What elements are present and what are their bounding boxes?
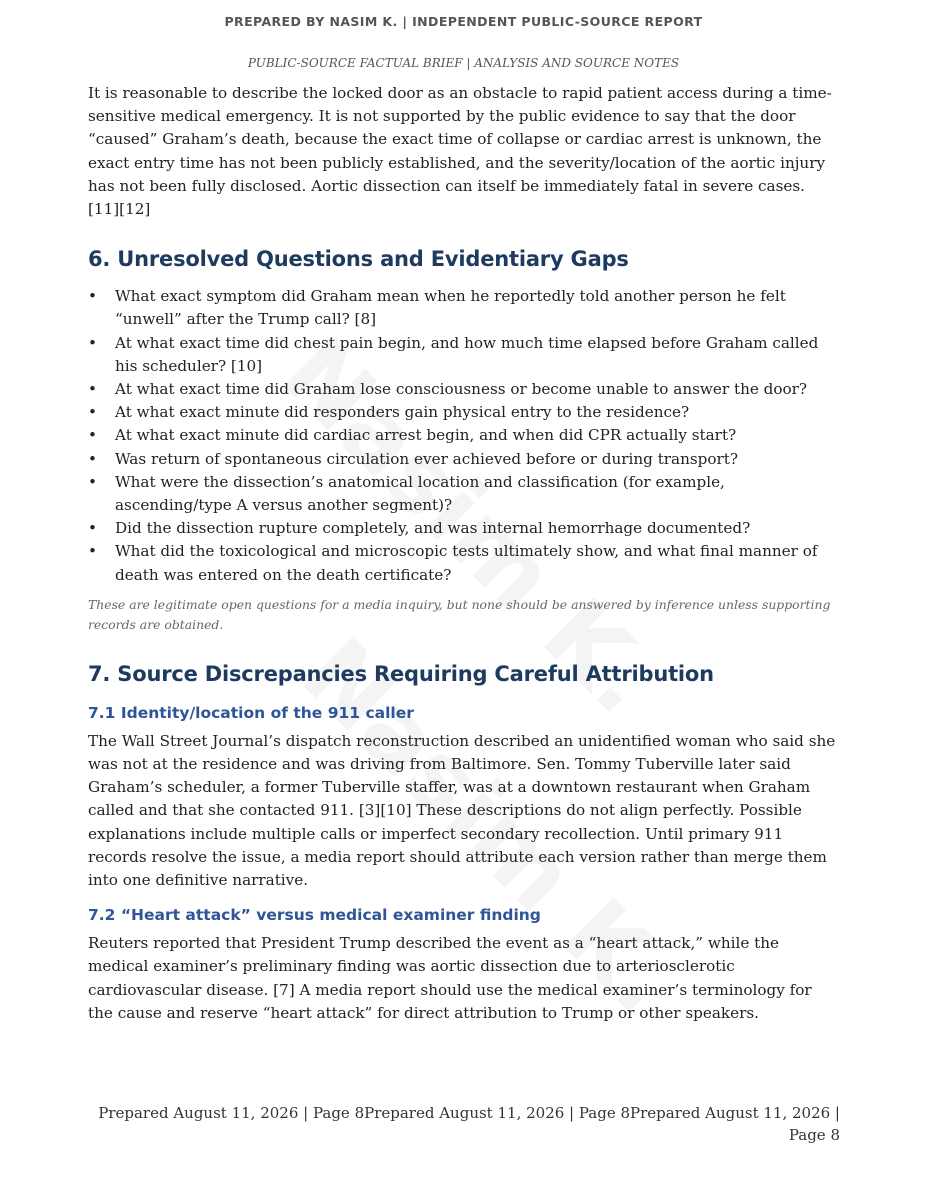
list-item-text: At what exact minute did responders gain physical entry to the residence?: [115, 403, 690, 422]
subsection-7-1-paragraph: The Wall Street Journal’s dispatch reconstruction described an unidentified woman who said she was not at the residence and was driving from Baltimore. Sen. Tommy Tuberville later said Graham’s scheduler, a former Tuberville staffer, was at a downtown restaurant when Graham called and that she contacted 911. [3][10] These descriptions do not align perfectly. Possible explanations include multiple calls or imperfect secondary recollection. Until primary 911 records resolve the issue, a media report should attribute each version rather than merge them into one definitive narrative.: [88, 731, 836, 890]
bullet-icon: •: [88, 333, 97, 352]
running-header: PREPARED BY NASIM K. | INDEPENDENT PUBLIC-SOURCE REPORT: [224, 14, 703, 29]
list-item-text: At what exact time did chest pain begin, and how much time elapsed before Graham called his scheduler? [10]: [115, 333, 819, 375]
bullet-icon: •: [88, 287, 97, 306]
section-6-note: These are legitimate open questions for a media inquiry, but none should be answered by inference unless supporting records are obtained.: [88, 596, 831, 633]
list-item: [88, 378, 840, 401]
bullet-icon: •: [88, 472, 97, 491]
list-item: [88, 540, 840, 586]
list-item: [88, 424, 840, 447]
list-item: [88, 401, 840, 424]
subsection-7-2-heading: 7.2 “Heart attack” versus medical examiner finding: [88, 906, 541, 925]
list-item-text: What did the toxicological and microscopic tests ultimately show, and what final manner of death was entered on the death certificate?: [115, 542, 818, 584]
list-item: [88, 517, 840, 540]
intro-paragraph: It is reasonable to describe the locked door as an obstacle to rapid patient access during a time-sensitive medical emergency. It is not supported by the public evidence to say that the door “caused” Graham’s death, because the exact time of collapse or cardiac arrest is unknown, the exact entry time has not been publicly established, and the severity/location of the aortic injury has not been fully disclosed. Aortic dissection can itself be immediately fatal in severe cases. [11][12]: [88, 84, 832, 219]
list-item-text: At what exact minute did cardiac arrest begin, and when did CPR actually start?: [115, 426, 737, 445]
unresolved-questions-list: [88, 285, 840, 587]
page-content: [88, 82, 840, 1025]
list-item-text: Did the dissection rupture completely, and was internal hemorrhage documented?: [115, 519, 751, 538]
list-item-text: Was return of spontaneous circulation ever achieved before or during transport?: [115, 449, 739, 468]
bullet-icon: •: [88, 403, 97, 422]
subsection-7-2-paragraph: Reuters reported that President Trump described the event as a “heart attack,” while the medical examiner’s preliminary finding was aortic dissection due to arteriosclerotic cardiovascular disease. [7] A media report should use the medical examiner’s terminology for the cause and reserve “heart attack” for direct attribution to Trump or other speakers.: [88, 934, 812, 1022]
list-item: [88, 285, 840, 331]
page-footer: Prepared August 11, 2026 | Page 8Prepared August 11, 2026 | Page 8Prepared August 11, 2026 | Page 8: [98, 1104, 840, 1144]
list-item-text: What exact symptom did Graham mean when he reportedly told another person he felt “unwell” after the Trump call? [8]: [115, 287, 786, 329]
list-item-text: What were the dissection’s anatomical location and classification (for example, ascending/type A versus another segment)?: [115, 472, 725, 515]
bullet-icon: •: [88, 449, 97, 468]
section-7-heading: 7. Source Discrepancies Requiring Careful Attribution: [88, 661, 714, 686]
list-item: [88, 471, 840, 517]
list-item: [88, 332, 840, 378]
bullet-icon: •: [88, 380, 97, 399]
bullet-icon: •: [88, 426, 97, 445]
list-item-text: At what exact time did Graham lose consciousness or become unable to answer the door?: [115, 380, 808, 399]
running-subheader: PUBLIC-SOURCE FACTUAL BRIEF | ANALYSIS AND SOURCE NOTES: [247, 56, 680, 70]
subsection-7-1-heading: 7.1 Identity/location of the 911 caller: [88, 703, 414, 722]
section-6-heading: 6. Unresolved Questions and Evidentiary Gaps: [88, 247, 629, 272]
bullet-icon: •: [88, 519, 97, 538]
bullet-icon: •: [88, 542, 97, 561]
list-item: [88, 448, 840, 471]
